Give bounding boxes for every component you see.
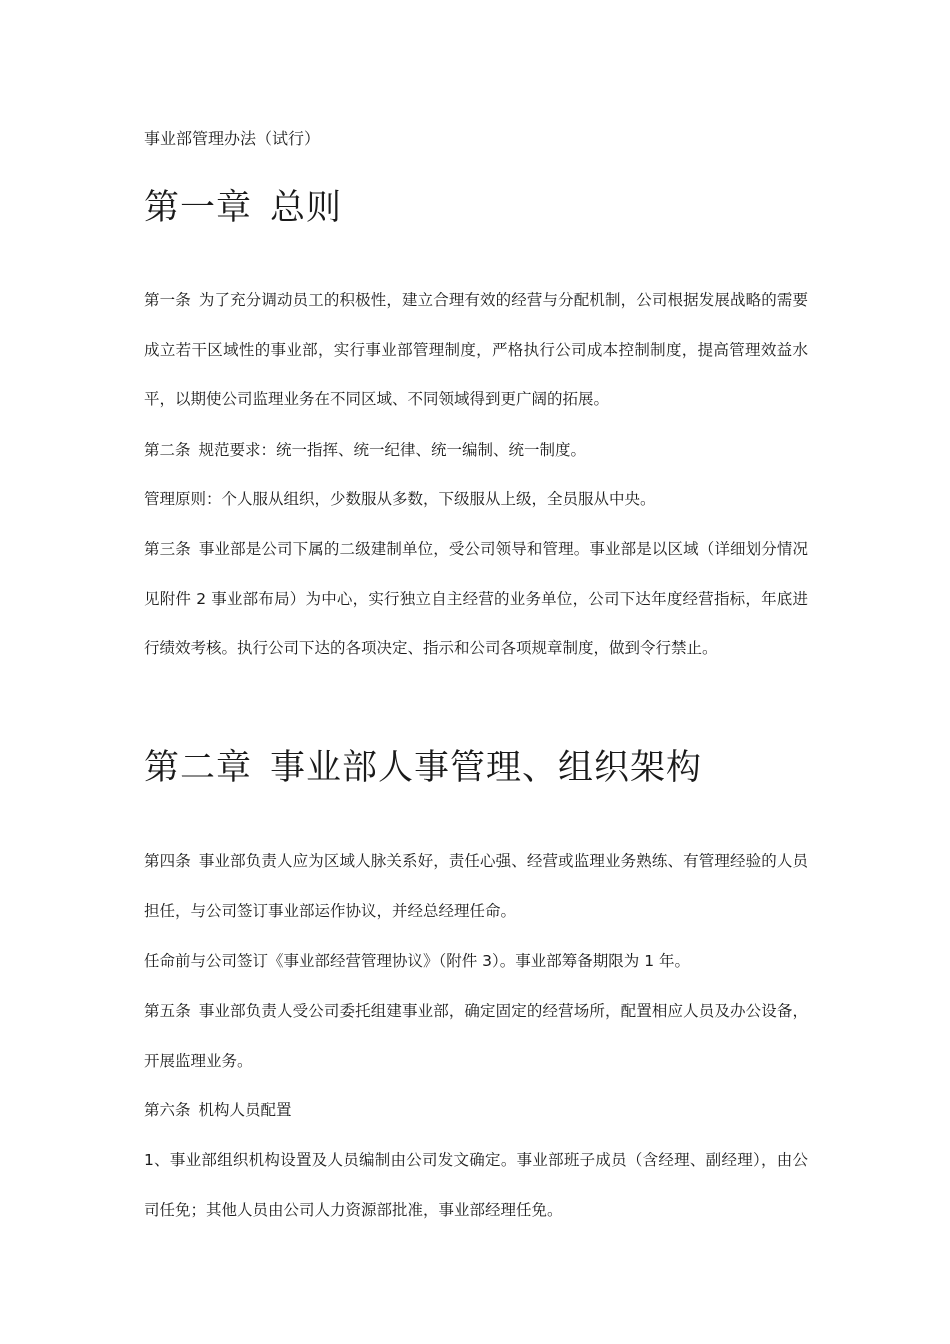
article-number: 第五条 [144, 1002, 191, 1020]
chapter-number: 第二章 [144, 748, 253, 788]
document-title: 事业部管理办法（试行） [144, 129, 321, 148]
article-number: 第六条 [144, 1101, 191, 1119]
article-number: 第四条 [144, 852, 191, 870]
article-paragraph [144, 426, 808, 476]
article-number: 第二条 [144, 441, 191, 459]
chapter-number: 第一章 [144, 188, 253, 228]
paragraph-text: 任命前与公司签订《事业部经营管理协议》（附件 3）。事业部筹备期限为 1 年。 [144, 952, 691, 970]
article-text: 机构人员配置 [198, 1101, 292, 1119]
article-text: 规范要求：统一指挥、统一纪律、统一编制、统一制度。 [198, 441, 587, 459]
article-paragraph [144, 1086, 808, 1136]
paragraph [144, 475, 808, 525]
article-paragraph [144, 837, 808, 936]
article-text: 为了充分调动员工的积极性，建立合理有效的经营与分配机制，公司根据发展战略的需要成立若干区域性的事业部，实行事业部管理制度，严格执行公司成本控制制度，提高管理效益水平，以期使公司监理业务在不同区域、不同领域得到更广阔的拓展。 [144, 291, 808, 408]
chapter-heading-2 [144, 746, 702, 790]
article-number: 第一条 [144, 291, 191, 309]
article-text: 事业部负责人受公司委托组建事业部，确定固定的经营场所，配置相应人员及办公设备，开展监理业务。 [144, 1002, 808, 1070]
chapter-title: 总则 [270, 188, 343, 228]
chapter-heading-1 [144, 186, 342, 230]
paragraph-text: 管理原则：个人服从组织，少数服从多数，下级服从上级，全员服从中央。 [144, 490, 656, 508]
article-number: 第三条 [144, 540, 191, 558]
article-paragraph [144, 525, 808, 674]
paragraph [144, 1136, 808, 1235]
article-text: 事业部负责人应为区域人脉关系好，责任心强、经营或监理业务熟练、有管理经验的人员担任，与公司签订事业部运作协议，并经总经理任命。 [144, 852, 808, 920]
article-paragraph [144, 987, 808, 1086]
article-paragraph [144, 276, 808, 425]
paragraph [144, 937, 808, 987]
chapter-title: 事业部人事管理、组织架构 [270, 748, 703, 788]
paragraph-text: 1、事业部组织机构设置及人员编制由公司发文确定。事业部班子成员（含经理、副经理），由公司任免；其他人员由公司人力资源部批准，事业部经理任免。 [144, 1151, 808, 1219]
article-text: 事业部是公司下属的二级建制单位，受公司领导和管理。事业部是以区域（详细划分情况见附件 2 事业部布局）为中心，实行独立自主经营的业务单位，公司下达年度经营指标，年底进行绩效考核。执行公司下达的各项决定、指示和公司各项规章制度，做到令行禁止。 [144, 540, 808, 657]
